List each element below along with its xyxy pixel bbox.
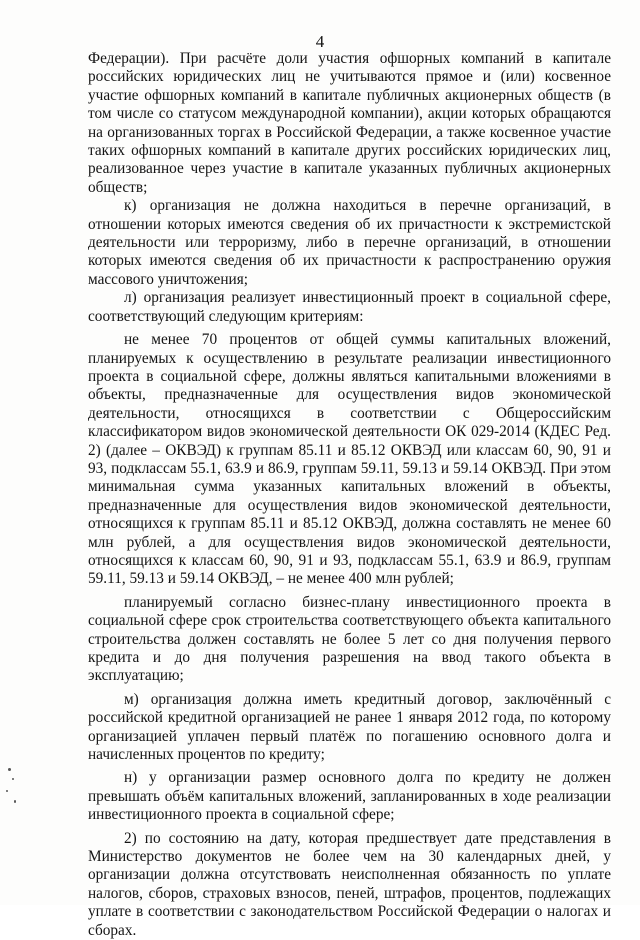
document-body [88, 50, 611, 940]
scan-speck [14, 800, 16, 803]
page-number: 4 [315, 32, 325, 51]
paragraph-offshore-continuation: Федерации). При расчёте доли участия офшорных компаний в капитале российских юридических лиц не учитываются прямое и (или) косвенное участие офшорных компаний в капитале публичных акционерных обществ (в том числе со статусом международной компании), акции которых обращаются на организованных торгах в Российской Федерации, а также косвенное участие таких офшорных компаний в капитале других российских юридических лиц, реализованное через участие в капитале указанных публичных акционерных обществ; [88, 50, 611, 196]
scan-speck [12, 778, 14, 780]
paragraph-item-k: к) организация не должна находиться в перечне организаций, в отношении которых имеются сведения об их причастности к экстремистской деятельности или терроризму, либо в перечне организаций, в отношении которых имеются сведения об их причастности к распространению оружия массового уничтожения; [88, 197, 611, 288]
paragraph-item-2: 2) по состоянию на дату, которая предшествует дате представления в Министерство документов не более чем на 30 календарных дней, у организации должна отсутствовать неисполненная обязанность по уплате налогов, сборов, страховых взносов, пеней, штрафов, процентов, подлежащих уплате в соответствии с законодательством Российской Федерации о налогах и сборах. [88, 829, 611, 939]
paragraph-item-n: н) у организации размер основного долга по кредиту не должен превышать объём капитальных вложений, запланированных в ходе реализации инвестиционного проекта в социальной сфере; [88, 769, 611, 824]
paragraph-construction-term: планируемый согласно бизнес-плану инвестиционного проекта в социальной сфере срок строительства соответствующего объекта капитального строительства должен составлять не более 5 лет со дня получения первого кредита и до дня получения разрешения на ввод такого объекта в эксплуатацию; [88, 593, 611, 685]
paragraph-item-l: л) организация реализует инвестиционный проект в социальной сфере, соответствующий следующим критериям: [88, 289, 611, 325]
scan-speck [6, 790, 8, 792]
scan-speck [8, 768, 11, 771]
paragraph-capital-investment-criteria: не менее 70 процентов от общей суммы капитальных вложений, планируемых к осуществлению в результате реализации инвестиционного проекта в социальной сфере, должны являться капитальными вложениями в объекты, предназначенные для осуществления видов экономической деятельности, относящихся в соответствии с Общероссийским классификатором видов экономической деятельности ОК 029-2014 (КДЕС Ред. 2) (далее – ОКВЭД) к группам 85.11 и 85.12 ОКВЭД или классам 60, 90, 91 и 93, подклассам 55.1, 63.9 и 86.9, группам 59.11, 59.13 и 59.14 ОКВЭД. При этом минимальная сумма указанных капитальных вложений в объекты, предназначенные для осуществления видов экономической деятельности, относящихся к группам 85.11 и 85.12 ОКВЭД, должна составлять не менее 60 млн рублей, а для осуществления видов экономической деятельности, относящихся к классам 60, 90, 91 и 93, подклассам 55.1, 63.9 и 86.9, группам 59.11, 59.13 и 59.14 ОКВЭД, – не менее 400 млн рублей; [88, 331, 611, 588]
paragraph-item-m: м) организация должна иметь кредитный договор, заключённый с российской кредитной организацией не ранее 1 января 2012 года, по которому организацией уплачен первый платёж по погашению основного долга и начисленных процентов по кредиту; [88, 690, 611, 764]
